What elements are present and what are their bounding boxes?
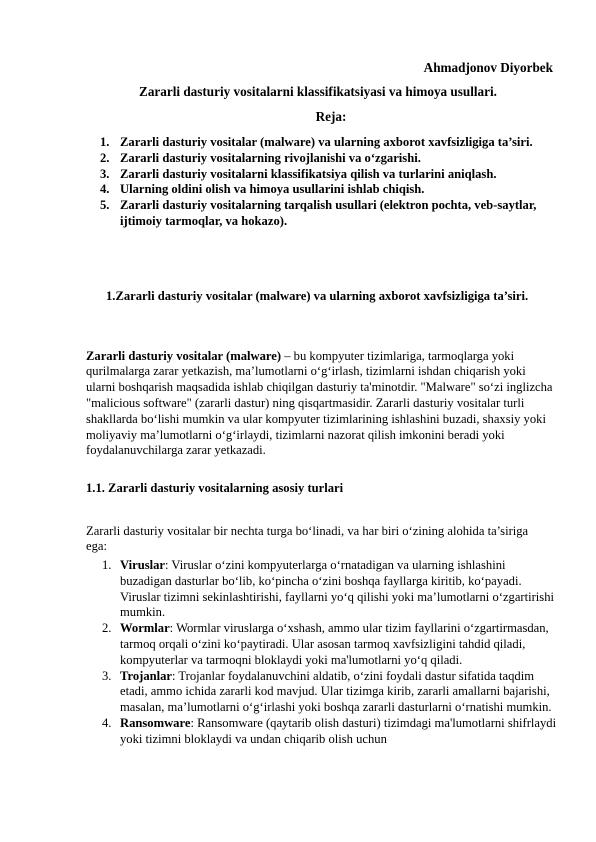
plan-item-number: 4. — [100, 182, 110, 197]
plan-item-number: 5. — [100, 198, 110, 213]
lead-paragraph: Zararli dasturiy vositalar bir nechta turga bo‘linadi, va har biri o‘zining alohida ta’siriga ega: — [86, 523, 529, 554]
malware-types-list — [102, 558, 558, 748]
plan-list — [100, 135, 550, 230]
section-heading: 1.Zararli dasturiy vositalar (malware) va ularning axborot xavfsizligiga ta’siri. — [106, 289, 529, 303]
type-text: : Viruslar o‘zini kompyuterlarga o‘rnatadigan va ularning ishlashini buzadigan dasturlar bo‘lib, ko‘pincha o‘zini boshqa fayllarga kiritib, ko‘payadi. Viruslar tizimni sekinlashtirishi, fayllarni yo‘q qilishi yoki ma’lumotlarni o‘zgartirishi mumkin. — [120, 558, 554, 620]
intro-paragraph — [86, 349, 556, 460]
plan-item-text: Zararli dasturiy vositalarni klassifikatsiya qilish va turlarini aniqlash. — [120, 166, 497, 181]
type-number: 1. — [102, 558, 112, 572]
type-number: 2. — [102, 621, 112, 636]
plan-item — [100, 151, 550, 167]
intro-term: Zararli dasturiy vositalar (malware) — [86, 348, 282, 363]
type-text: : Trojanlar foydalanuvchini aldatib, o‘zini foydali dastur sifatida taqdim etadi, ammo ichida zararli kod mavjud. Ular tizimga kirib, zararli amallarni bajarishi, masalan, ma’lumotlarni o‘g‘irlashi yoki boshqa zararli dasturlarni o‘rnatishi mumkin. — [120, 668, 552, 715]
malware-type-item — [102, 621, 558, 668]
type-name: Wormlar — [120, 621, 170, 636]
plan-item-text: Zararli dasturiy vositalar (malware) va ularning axborot xavfsizligiga ta’siri. — [120, 135, 533, 149]
type-name: Ransomware — [120, 715, 191, 730]
plan-item — [100, 182, 550, 198]
plan-item-number: 2. — [100, 150, 110, 165]
malware-type-item — [102, 558, 558, 621]
type-text: : Ransomware (qaytarib olish dasturi) tizimdagi ma'lumotlarni shifrlaydi yoki tizimni bloklaydi va undan chiqarib olish uchun — [120, 715, 557, 746]
intro-text: – bu kompyuter tizimlariga, tarmoqlarga yoki qurilmalarga zarar yetkazish, ma’lumotlarni o‘g‘irlash, tizimlarni ishdan chiqarish yoki ularni boshqarish maqsadida ishlab chiqilgan dasturiy ta'minotdir. "Malware" so‘zi inglizcha "malicious software" (zararli dastur) ning qisqartmasidir. Zararli dasturiy vositalar turli shakllarda bo‘lishi mumkin va ular kompyuter tizimlarining ishlashini buzadi, shaxsiy yoki moliyaviy ma’lumotlarni o‘g‘irlaydi, tizimlarni nazorat qilish imkonini beradi yoki foydalanuvchilarga zarar yetkazadi. — [86, 348, 553, 458]
plan-item — [100, 198, 550, 230]
plan-item — [100, 135, 550, 151]
plan-item-text: Zararli dasturiy vositalarning tarqalish usullari (elektron pochta, veb-saytlar, ijtimoiy tarmoqlar, va hokazo). — [120, 198, 537, 228]
plan-item — [100, 167, 550, 183]
plan-heading: Reja: — [315, 109, 347, 124]
plan-item-text: Ularning oldini olish va himoya usullarini ishlab chiqish. — [120, 182, 425, 197]
type-name: Viruslar — [120, 558, 166, 572]
type-name: Trojanlar — [120, 668, 173, 683]
type-text: : Wormlar viruslarga o‘xshash, ammo ular tizim fayllarini o‘zgartirmasdan, tarmoq orqali o‘zini ko‘paytiradi. Ular asosan tarmoq xavfsizligini tahdid qiladi, kompyuterlar va tarmoqni bloklaydi yoki ma'lumotlarni yo‘q qiladi. — [120, 621, 549, 667]
malware-type-item — [102, 669, 558, 716]
type-number: 4. — [102, 715, 112, 730]
plan-item-number: 1. — [100, 135, 110, 149]
type-number: 3. — [102, 668, 112, 683]
malware-type-item — [102, 716, 558, 748]
author-name: Ahmadjonov Diyorbek — [423, 60, 553, 75]
plan-item-text: Zararli dasturiy vositalarning rivojlanishi va o‘zgarishi. — [120, 150, 421, 165]
plan-item-number: 3. — [100, 166, 110, 181]
document-title: Zararli dasturiy vositalarni klassifikatsiyasi va himoya usullari. — [139, 84, 497, 99]
subsection-heading: 1.1. Zararli dasturiy vositalarning asosiy turlari — [86, 481, 344, 495]
